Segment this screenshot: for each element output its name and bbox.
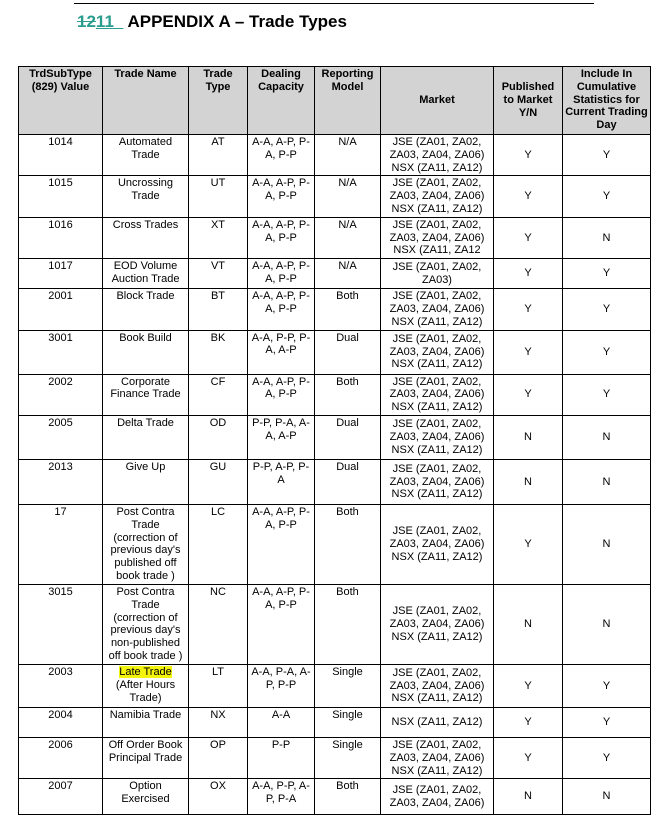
col-header-reporting-model: Reporting Model bbox=[315, 67, 381, 135]
cell-value: 2007 bbox=[19, 779, 103, 815]
cell-published: Y bbox=[494, 374, 563, 415]
cell-trade-type: UT bbox=[189, 176, 248, 217]
cell-dealing-capacity: P-P, A-P, P-A bbox=[248, 459, 315, 504]
cell-dealing-capacity: A-A, A-P, P-A, P-P bbox=[248, 374, 315, 415]
cell-reporting-model: Single bbox=[315, 664, 381, 707]
table-row bbox=[19, 135, 651, 176]
col-header-dealing-capacity: Dealing Capacity bbox=[248, 67, 315, 135]
cell-trade-type: XT bbox=[189, 217, 248, 258]
cell-trade-type: OD bbox=[189, 415, 248, 459]
cell-dealing-capacity: A-A, A-P, P-A, P-P bbox=[248, 259, 315, 289]
cell-trade-type: BT bbox=[189, 289, 248, 330]
cell-market: JSE (ZA01, ZA02, ZA03, ZA04, ZA06) NSX (ZA11, ZA12) bbox=[381, 664, 494, 707]
cell-published: N bbox=[494, 459, 563, 504]
cell-trade-name bbox=[103, 664, 189, 707]
cell-cumulative: Y bbox=[563, 374, 651, 415]
cell-published: N bbox=[494, 779, 563, 815]
cell-reporting-model: N/A bbox=[315, 259, 381, 289]
cell-trade-name: Book Build bbox=[103, 330, 189, 374]
cell-dealing-capacity: A-A, A-P, P-A, P-P bbox=[248, 289, 315, 330]
cell-value: 17 bbox=[19, 504, 103, 584]
cell-trade-name: Uncrossing Trade bbox=[103, 176, 189, 217]
cell-reporting-model: Dual bbox=[315, 415, 381, 459]
cell-value: 1016 bbox=[19, 217, 103, 258]
cell-trade-type: CF bbox=[189, 374, 248, 415]
cell-reporting-model: Both bbox=[315, 584, 381, 664]
table-row bbox=[19, 664, 651, 707]
cell-market: JSE (ZA01, ZA02, ZA03, ZA04, ZA06) NSX (ZA11, ZA12) bbox=[381, 737, 494, 778]
cell-reporting-model: Single bbox=[315, 737, 381, 778]
cell-published: Y bbox=[494, 504, 563, 584]
cell-published: Y bbox=[494, 217, 563, 258]
cell-value: 2013 bbox=[19, 459, 103, 504]
col-header-published: Published to Market Y/N bbox=[494, 67, 563, 135]
cell-market: JSE (ZA01, ZA02, ZA03, ZA04, ZA06) NSX (ZA11, ZA12) bbox=[381, 176, 494, 217]
col-header-trade-name: Trade Name bbox=[103, 67, 189, 135]
cell-value: 3001 bbox=[19, 330, 103, 374]
cell-dealing-capacity: P-P, P-A, A-A, A-P bbox=[248, 415, 315, 459]
cell-trade-name: Cross Trades bbox=[103, 217, 189, 258]
table-row bbox=[19, 289, 651, 330]
cell-reporting-model: Both bbox=[315, 289, 381, 330]
top-rule bbox=[74, 3, 594, 4]
cell-published: N bbox=[494, 415, 563, 459]
cell-dealing-capacity: A-A, A-P, P-A, P-P bbox=[248, 584, 315, 664]
cell-cumulative: Y bbox=[563, 737, 651, 778]
cell-trade-name: Post Contra Trade (correction of previous day's published off book trade ) bbox=[103, 504, 189, 584]
cell-published: Y bbox=[494, 289, 563, 330]
table-row bbox=[19, 176, 651, 217]
trade-types-table bbox=[18, 66, 651, 815]
cell-cumulative: Y bbox=[563, 289, 651, 330]
cell-reporting-model: N/A bbox=[315, 135, 381, 176]
cell-market: JSE (ZA01, ZA02, ZA03, ZA04, ZA06) NSX (ZA11, ZA12) bbox=[381, 135, 494, 176]
table-row bbox=[19, 504, 651, 584]
cell-market: JSE (ZA01, ZA02, ZA03, ZA04, ZA06) NSX (ZA11, ZA12) bbox=[381, 459, 494, 504]
table-row bbox=[19, 259, 651, 289]
cell-trade-name: Give Up bbox=[103, 459, 189, 504]
cell-cumulative: N bbox=[563, 584, 651, 664]
cell-reporting-model: N/A bbox=[315, 217, 381, 258]
cell-value: 1014 bbox=[19, 135, 103, 176]
cell-trade-name: Delta Trade bbox=[103, 415, 189, 459]
table-row bbox=[19, 737, 651, 778]
col-header-trade-type: Trade Type bbox=[189, 67, 248, 135]
col-header-market: Market bbox=[381, 67, 494, 135]
cell-trade-name: Corporate Finance Trade bbox=[103, 374, 189, 415]
cell-market: JSE (ZA01, ZA02, ZA03) bbox=[381, 259, 494, 289]
cell-trade-name: Namibia Trade bbox=[103, 707, 189, 737]
cell-trade-name: Block Trade bbox=[103, 289, 189, 330]
cell-market: JSE (ZA01, ZA02, ZA03, ZA04, ZA06) bbox=[381, 779, 494, 815]
table-row bbox=[19, 374, 651, 415]
cell-trade-name: Post Contra Trade (correction of previous day's non-published off book trade ) bbox=[103, 584, 189, 664]
cell-reporting-model: Dual bbox=[315, 330, 381, 374]
cell-dealing-capacity: A-A, A-P, P-A, P-P bbox=[248, 176, 315, 217]
cell-value: 2001 bbox=[19, 289, 103, 330]
cell-value: 1015 bbox=[19, 176, 103, 217]
table-row bbox=[19, 459, 651, 504]
table-row bbox=[19, 779, 651, 815]
cell-value: 2002 bbox=[19, 374, 103, 415]
cell-cumulative: N bbox=[563, 504, 651, 584]
cell-value: 2005 bbox=[19, 415, 103, 459]
cell-trade-type: OP bbox=[189, 737, 248, 778]
cell-published: Y bbox=[494, 330, 563, 374]
cell-dealing-capacity: A-A, A-P, P-A, P-P bbox=[248, 135, 315, 176]
cell-reporting-model: Dual bbox=[315, 459, 381, 504]
cell-trade-type: OX bbox=[189, 779, 248, 815]
cell-trade-type: LT bbox=[189, 664, 248, 707]
cell-reporting-model: N/A bbox=[315, 176, 381, 217]
cell-cumulative: Y bbox=[563, 135, 651, 176]
cell-trade-name: EOD Volume Auction Trade bbox=[103, 259, 189, 289]
cell-published: N bbox=[494, 584, 563, 664]
cell-published: Y bbox=[494, 135, 563, 176]
cell-dealing-capacity: A-A, A-P, P-A, P-P bbox=[248, 217, 315, 258]
heading-new-number: 11 bbox=[95, 12, 114, 31]
cell-published: Y bbox=[494, 259, 563, 289]
cell-dealing-capacity: A-A bbox=[248, 707, 315, 737]
table-row bbox=[19, 584, 651, 664]
cell-cumulative: N bbox=[563, 459, 651, 504]
cell-reporting-model: Both bbox=[315, 374, 381, 415]
cell-market: JSE (ZA01, ZA02, ZA03, ZA04, ZA06) NSX (ZA11, ZA12) bbox=[381, 330, 494, 374]
cell-published: Y bbox=[494, 664, 563, 707]
cell-trade-type: VT bbox=[189, 259, 248, 289]
cell-dealing-capacity: A-A, P-P, P-A, A-P bbox=[248, 330, 315, 374]
cell-reporting-model: Both bbox=[315, 779, 381, 815]
cell-value: 2006 bbox=[19, 737, 103, 778]
cell-reporting-model: Single bbox=[315, 707, 381, 737]
cell-trade-type: BK bbox=[189, 330, 248, 374]
cell-dealing-capacity: P-P bbox=[248, 737, 315, 778]
table-row bbox=[19, 415, 651, 459]
cell-cumulative: N bbox=[563, 415, 651, 459]
cell-market: JSE (ZA01, ZA02, ZA03, ZA04, ZA06) NSX (ZA11, ZA12) bbox=[381, 504, 494, 584]
highlighted-trade-name: Late Trade bbox=[119, 665, 172, 678]
page-heading bbox=[77, 12, 347, 32]
trade-name-suffix: (After Hours Trade) bbox=[115, 678, 176, 704]
cell-cumulative: Y bbox=[563, 707, 651, 737]
cell-trade-type: LC bbox=[189, 504, 248, 584]
table-row bbox=[19, 707, 651, 737]
cell-published: Y bbox=[494, 176, 563, 217]
cell-published: Y bbox=[494, 707, 563, 737]
table-header-row bbox=[19, 67, 651, 135]
cell-trade-type: NC bbox=[189, 584, 248, 664]
cell-trade-type: GU bbox=[189, 459, 248, 504]
cell-dealing-capacity: A-A, P-A, A-P, P-P bbox=[248, 664, 315, 707]
cell-trade-type: NX bbox=[189, 707, 248, 737]
cell-market: JSE (ZA01, ZA02, ZA03, ZA04, ZA06) NSX (ZA11, ZA12) bbox=[381, 374, 494, 415]
cell-market: NSX (ZA11, ZA12) bbox=[381, 707, 494, 737]
table-row bbox=[19, 217, 651, 258]
cell-market: JSE (ZA01, ZA02, ZA03, ZA04, ZA06) NSX (ZA11, ZA12 bbox=[381, 217, 494, 258]
col-header-value: TrdSubType (829) Value bbox=[19, 67, 103, 135]
cell-trade-name: Option Exercised bbox=[103, 779, 189, 815]
cell-value: 2004 bbox=[19, 707, 103, 737]
cell-value: 3015 bbox=[19, 584, 103, 664]
cell-trade-name: Automated Trade bbox=[103, 135, 189, 176]
cell-cumulative: Y bbox=[563, 259, 651, 289]
col-header-cumulative: Include In Cumulative Statistics for Current Trading Day bbox=[563, 67, 651, 135]
cell-market: JSE (ZA01, ZA02, ZA03, ZA04, ZA06) NSX (ZA11, ZA12) bbox=[381, 415, 494, 459]
cell-dealing-capacity: A-A, A-P, P-A, P-P bbox=[248, 504, 315, 584]
cell-market: JSE (ZA01, ZA02, ZA03, ZA04, ZA06) NSX (ZA11, ZA12) bbox=[381, 289, 494, 330]
cell-trade-name: Off Order Book Principal Trade bbox=[103, 737, 189, 778]
table-row bbox=[19, 330, 651, 374]
heading-old-number: 12 bbox=[77, 12, 96, 31]
cell-cumulative: Y bbox=[563, 176, 651, 217]
cell-value: 2003 bbox=[19, 664, 103, 707]
cell-cumulative: Y bbox=[563, 664, 651, 707]
cell-cumulative: N bbox=[563, 217, 651, 258]
cell-cumulative: N bbox=[563, 779, 651, 815]
cell-cumulative: Y bbox=[563, 330, 651, 374]
cell-trade-type: AT bbox=[189, 135, 248, 176]
heading-title: APPENDIX A – Trade Types bbox=[127, 12, 347, 31]
cell-published: Y bbox=[494, 737, 563, 778]
cell-value: 1017 bbox=[19, 259, 103, 289]
cell-dealing-capacity: A-A, P-P, A-P, P-A bbox=[248, 779, 315, 815]
cell-market: JSE (ZA01, ZA02, ZA03, ZA04, ZA06) NSX (ZA11, ZA12) bbox=[381, 584, 494, 664]
cell-reporting-model: Both bbox=[315, 504, 381, 584]
